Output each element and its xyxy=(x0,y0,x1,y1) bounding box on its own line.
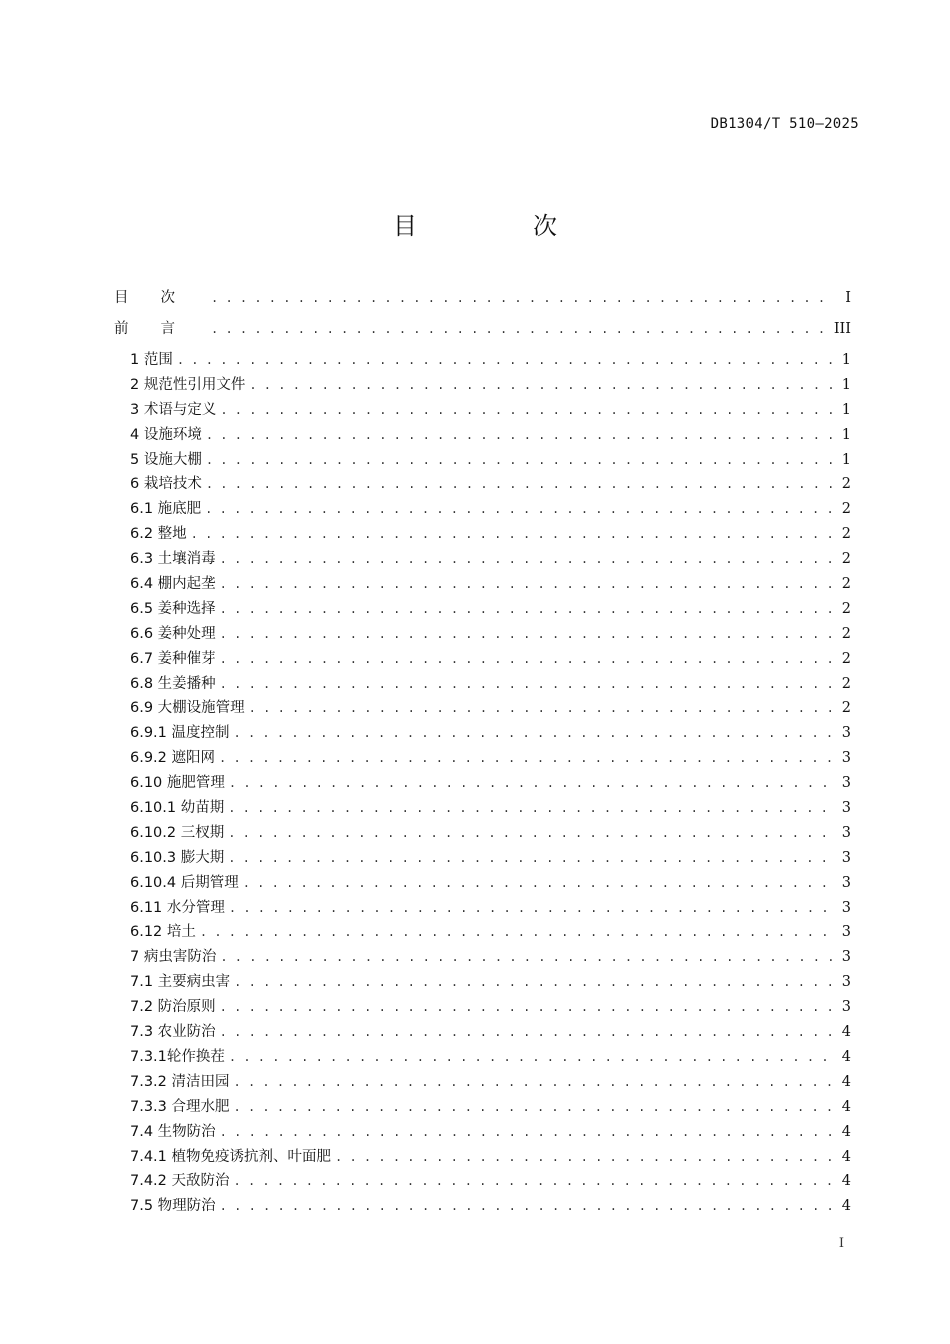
toc-dot-leader xyxy=(211,286,833,310)
toc-entry-page: 2 xyxy=(841,501,851,518)
toc-entry-page: 3 xyxy=(841,924,851,941)
toc-entry-page: 1 xyxy=(841,426,851,443)
toc-entry[interactable] xyxy=(114,920,851,945)
toc-entry-page: 3 xyxy=(841,949,851,966)
toc-entry-label: 6.12 培土 xyxy=(130,924,196,941)
page-number: I xyxy=(838,1236,844,1251)
toc-entry-label: 6.6 姜种处理 xyxy=(130,625,216,642)
toc-dot-leader xyxy=(205,497,832,522)
toc-dot-leader xyxy=(249,696,832,721)
toc-entry-page: 3 xyxy=(841,999,851,1016)
toc-dot-leader xyxy=(234,1095,832,1120)
toc-dot-leader xyxy=(229,771,832,796)
toc-entry-page: 2 xyxy=(841,650,851,667)
toc-entry-label: 6.5 姜种选择 xyxy=(130,600,216,617)
toc-entry-label: 2 规范性引用文件 xyxy=(130,376,246,393)
toc-entry-page: 3 xyxy=(841,899,851,916)
toc-entry[interactable] xyxy=(114,317,851,348)
toc-entry-page: 1 xyxy=(841,451,851,468)
toc-entry[interactable] xyxy=(114,597,851,622)
toc-entry-page: 4 xyxy=(841,1098,851,1115)
toc-dot-leader xyxy=(234,1169,832,1194)
toc-entry-label: 5 设施大棚 xyxy=(130,451,202,468)
toc-entry-page: 4 xyxy=(841,1073,851,1090)
toc-entry-page: 3 xyxy=(841,824,851,841)
toc-entry[interactable] xyxy=(114,672,851,697)
toc-entry[interactable] xyxy=(114,1070,851,1095)
toc-entry-label: 6.4 棚内起垄 xyxy=(130,576,216,593)
toc-dot-leader xyxy=(234,1070,832,1095)
toc-entry-label: 7.5 物理防治 xyxy=(130,1198,216,1215)
toc-entry-label: 4 设施环境 xyxy=(130,426,202,443)
toc-entry[interactable] xyxy=(114,1145,851,1170)
toc-entry[interactable] xyxy=(114,1095,851,1120)
toc-dot-leader xyxy=(220,647,832,672)
page-title: 目 次 xyxy=(393,212,603,240)
toc-entry-page: 1 xyxy=(841,401,851,418)
toc-entry[interactable] xyxy=(114,746,851,771)
toc-entry[interactable] xyxy=(114,796,851,821)
toc-entry-label: 6.8 生姜播种 xyxy=(130,675,216,692)
toc-entry[interactable] xyxy=(114,771,851,796)
toc-dot-leader xyxy=(200,920,832,945)
toc-dot-leader xyxy=(249,373,831,398)
toc-entry-page: 2 xyxy=(841,551,851,568)
toc-entry-label: 7.3.1轮作换茬 xyxy=(130,1048,225,1065)
toc-dot-leader xyxy=(220,622,832,647)
toc-entry-label: 6.9.1 温度控制 xyxy=(130,725,230,742)
toc-dot-leader xyxy=(229,1045,832,1070)
toc-entry-label: 6.9.2 遮阳网 xyxy=(130,750,216,767)
toc-entry-page: 3 xyxy=(841,800,851,817)
toc-entry-label: 1 范围 xyxy=(130,352,173,368)
toc-entry-page: 1 xyxy=(841,376,851,393)
toc-dot-leader xyxy=(220,1020,832,1045)
toc-dot-leader xyxy=(229,896,832,921)
toc-entry[interactable] xyxy=(114,995,851,1020)
toc-entry-page: 1 xyxy=(841,352,851,368)
toc-entry-label: 6.10.4 后期管理 xyxy=(130,874,239,891)
toc-entry-page: 2 xyxy=(841,625,851,642)
toc-entry[interactable] xyxy=(114,572,851,597)
toc-entry[interactable] xyxy=(114,1045,851,1070)
toc-entry-label: 7.4 生物防治 xyxy=(130,1123,216,1140)
toc-dot-leader xyxy=(220,398,831,423)
toc-entry-label: 6.10.2 三杈期 xyxy=(130,824,225,841)
toc-dot-leader xyxy=(206,423,832,448)
toc-dot-leader xyxy=(206,448,832,473)
toc-entry-label: 6.9 大棚设施管理 xyxy=(130,700,245,717)
toc-entry-page: 2 xyxy=(841,476,851,493)
toc-entry-page: 3 xyxy=(841,725,851,742)
toc-dot-leader xyxy=(191,522,832,547)
toc-dot-leader xyxy=(335,1145,832,1170)
toc-dot-leader xyxy=(220,1194,832,1219)
toc-dot-leader xyxy=(219,746,832,771)
toc-dot-leader xyxy=(220,597,832,622)
table-of-contents xyxy=(114,286,851,1219)
toc-entry[interactable] xyxy=(114,547,851,572)
toc-entry-page: 4 xyxy=(841,1123,851,1140)
toc-entry[interactable] xyxy=(114,846,851,871)
toc-entry-page: III xyxy=(833,321,851,337)
toc-entry-page: 2 xyxy=(841,526,851,543)
toc-entry-label: 7 病虫害防治 xyxy=(130,949,217,966)
toc-entry[interactable] xyxy=(114,348,851,373)
toc-entry[interactable] xyxy=(114,472,851,497)
toc-entry-page: 3 xyxy=(841,974,851,991)
toc-entry[interactable] xyxy=(114,497,851,522)
toc-entry[interactable] xyxy=(114,286,851,317)
toc-entry-page: 3 xyxy=(841,775,851,792)
toc-entry[interactable] xyxy=(114,647,851,672)
toc-entry[interactable] xyxy=(114,373,851,398)
toc-dot-leader xyxy=(220,547,832,572)
toc-entry[interactable] xyxy=(114,696,851,721)
document-code: DB1304/T 510—2025 xyxy=(710,116,859,132)
toc-entry-page: 4 xyxy=(841,1148,851,1165)
toc-entry[interactable] xyxy=(114,522,851,547)
toc-entry-page: 3 xyxy=(841,849,851,866)
toc-entry[interactable] xyxy=(114,970,851,995)
toc-entry-page: 4 xyxy=(841,1198,851,1215)
toc-entry[interactable] xyxy=(114,398,851,423)
toc-entry[interactable] xyxy=(114,1194,851,1219)
toc-entry[interactable] xyxy=(114,1120,851,1145)
toc-dot-leader xyxy=(220,1120,832,1145)
toc-entry-page: 2 xyxy=(841,675,851,692)
toc-entry[interactable] xyxy=(114,1169,851,1194)
toc-entry[interactable] xyxy=(114,1020,851,1045)
toc-entry-page: 4 xyxy=(841,1024,851,1041)
toc-entry-label: 7.1 主要病虫害 xyxy=(130,974,231,991)
toc-entry-label: 6.10.1 幼苗期 xyxy=(130,800,225,817)
toc-entry[interactable] xyxy=(114,945,851,970)
toc-dot-leader xyxy=(220,672,832,697)
toc-entry-label: 6.7 姜种催芽 xyxy=(130,650,216,667)
toc-entry[interactable] xyxy=(114,821,851,846)
toc-entry[interactable] xyxy=(114,871,851,896)
toc-dot-leader xyxy=(177,348,832,373)
toc-dot-leader xyxy=(220,572,832,597)
toc-dot-leader xyxy=(206,472,832,497)
toc-dot-leader xyxy=(228,846,832,871)
toc-entry-label: 7.4.1 植物免疫诱抗剂、叶面肥 xyxy=(130,1148,332,1165)
toc-entry-page: 4 xyxy=(841,1173,851,1190)
toc-entry-page: 2 xyxy=(841,700,851,717)
toc-entry-page: 3 xyxy=(841,750,851,767)
toc-entry-label: 6.10 施肥管理 xyxy=(130,775,225,792)
toc-dot-leader xyxy=(243,871,832,896)
toc-entry-label: 6.11 水分管理 xyxy=(130,899,225,916)
toc-entry[interactable] xyxy=(114,721,851,746)
toc-entry-label: 7.2 防治原则 xyxy=(130,999,216,1016)
toc-entry-label: 6.10.3 膨大期 xyxy=(130,849,225,866)
toc-entry-label: 7.3.3 合理水肥 xyxy=(130,1098,230,1115)
toc-dot-leader xyxy=(234,970,832,995)
toc-entry-label: 前言 xyxy=(114,321,207,337)
toc-entry-label: 7.4.2 天敌防治 xyxy=(130,1173,230,1190)
toc-dot-leader xyxy=(211,317,824,341)
toc-entry-page: 2 xyxy=(841,600,851,617)
toc-entry-label: 7.3.2 清洁田园 xyxy=(130,1073,230,1090)
toc-entry[interactable] xyxy=(114,448,851,473)
toc-entry-label: 3 术语与定义 xyxy=(130,401,217,418)
toc-entry-page: 4 xyxy=(841,1048,851,1065)
toc-entry-label: 7.3 农业防治 xyxy=(130,1024,216,1041)
toc-entry-page: I xyxy=(845,290,851,306)
toc-entry[interactable] xyxy=(114,622,851,647)
toc-entry-page: 2 xyxy=(841,576,851,593)
toc-dot-leader xyxy=(220,945,831,970)
toc-entry-label: 6.3 土壤消毒 xyxy=(130,551,216,568)
toc-dot-leader xyxy=(220,995,832,1020)
toc-entry-label: 6 栽培技术 xyxy=(130,476,202,493)
toc-dot-leader xyxy=(234,721,832,746)
toc-dot-leader xyxy=(228,821,832,846)
toc-entry-label: 目次 xyxy=(114,290,207,306)
toc-dot-leader xyxy=(228,796,832,821)
toc-entry-label: 6.2 整地 xyxy=(130,526,187,543)
toc-entry[interactable] xyxy=(114,896,851,921)
toc-entry[interactable] xyxy=(114,423,851,448)
toc-entry-page: 3 xyxy=(841,874,851,891)
toc-entry-label: 6.1 施底肥 xyxy=(130,501,202,518)
